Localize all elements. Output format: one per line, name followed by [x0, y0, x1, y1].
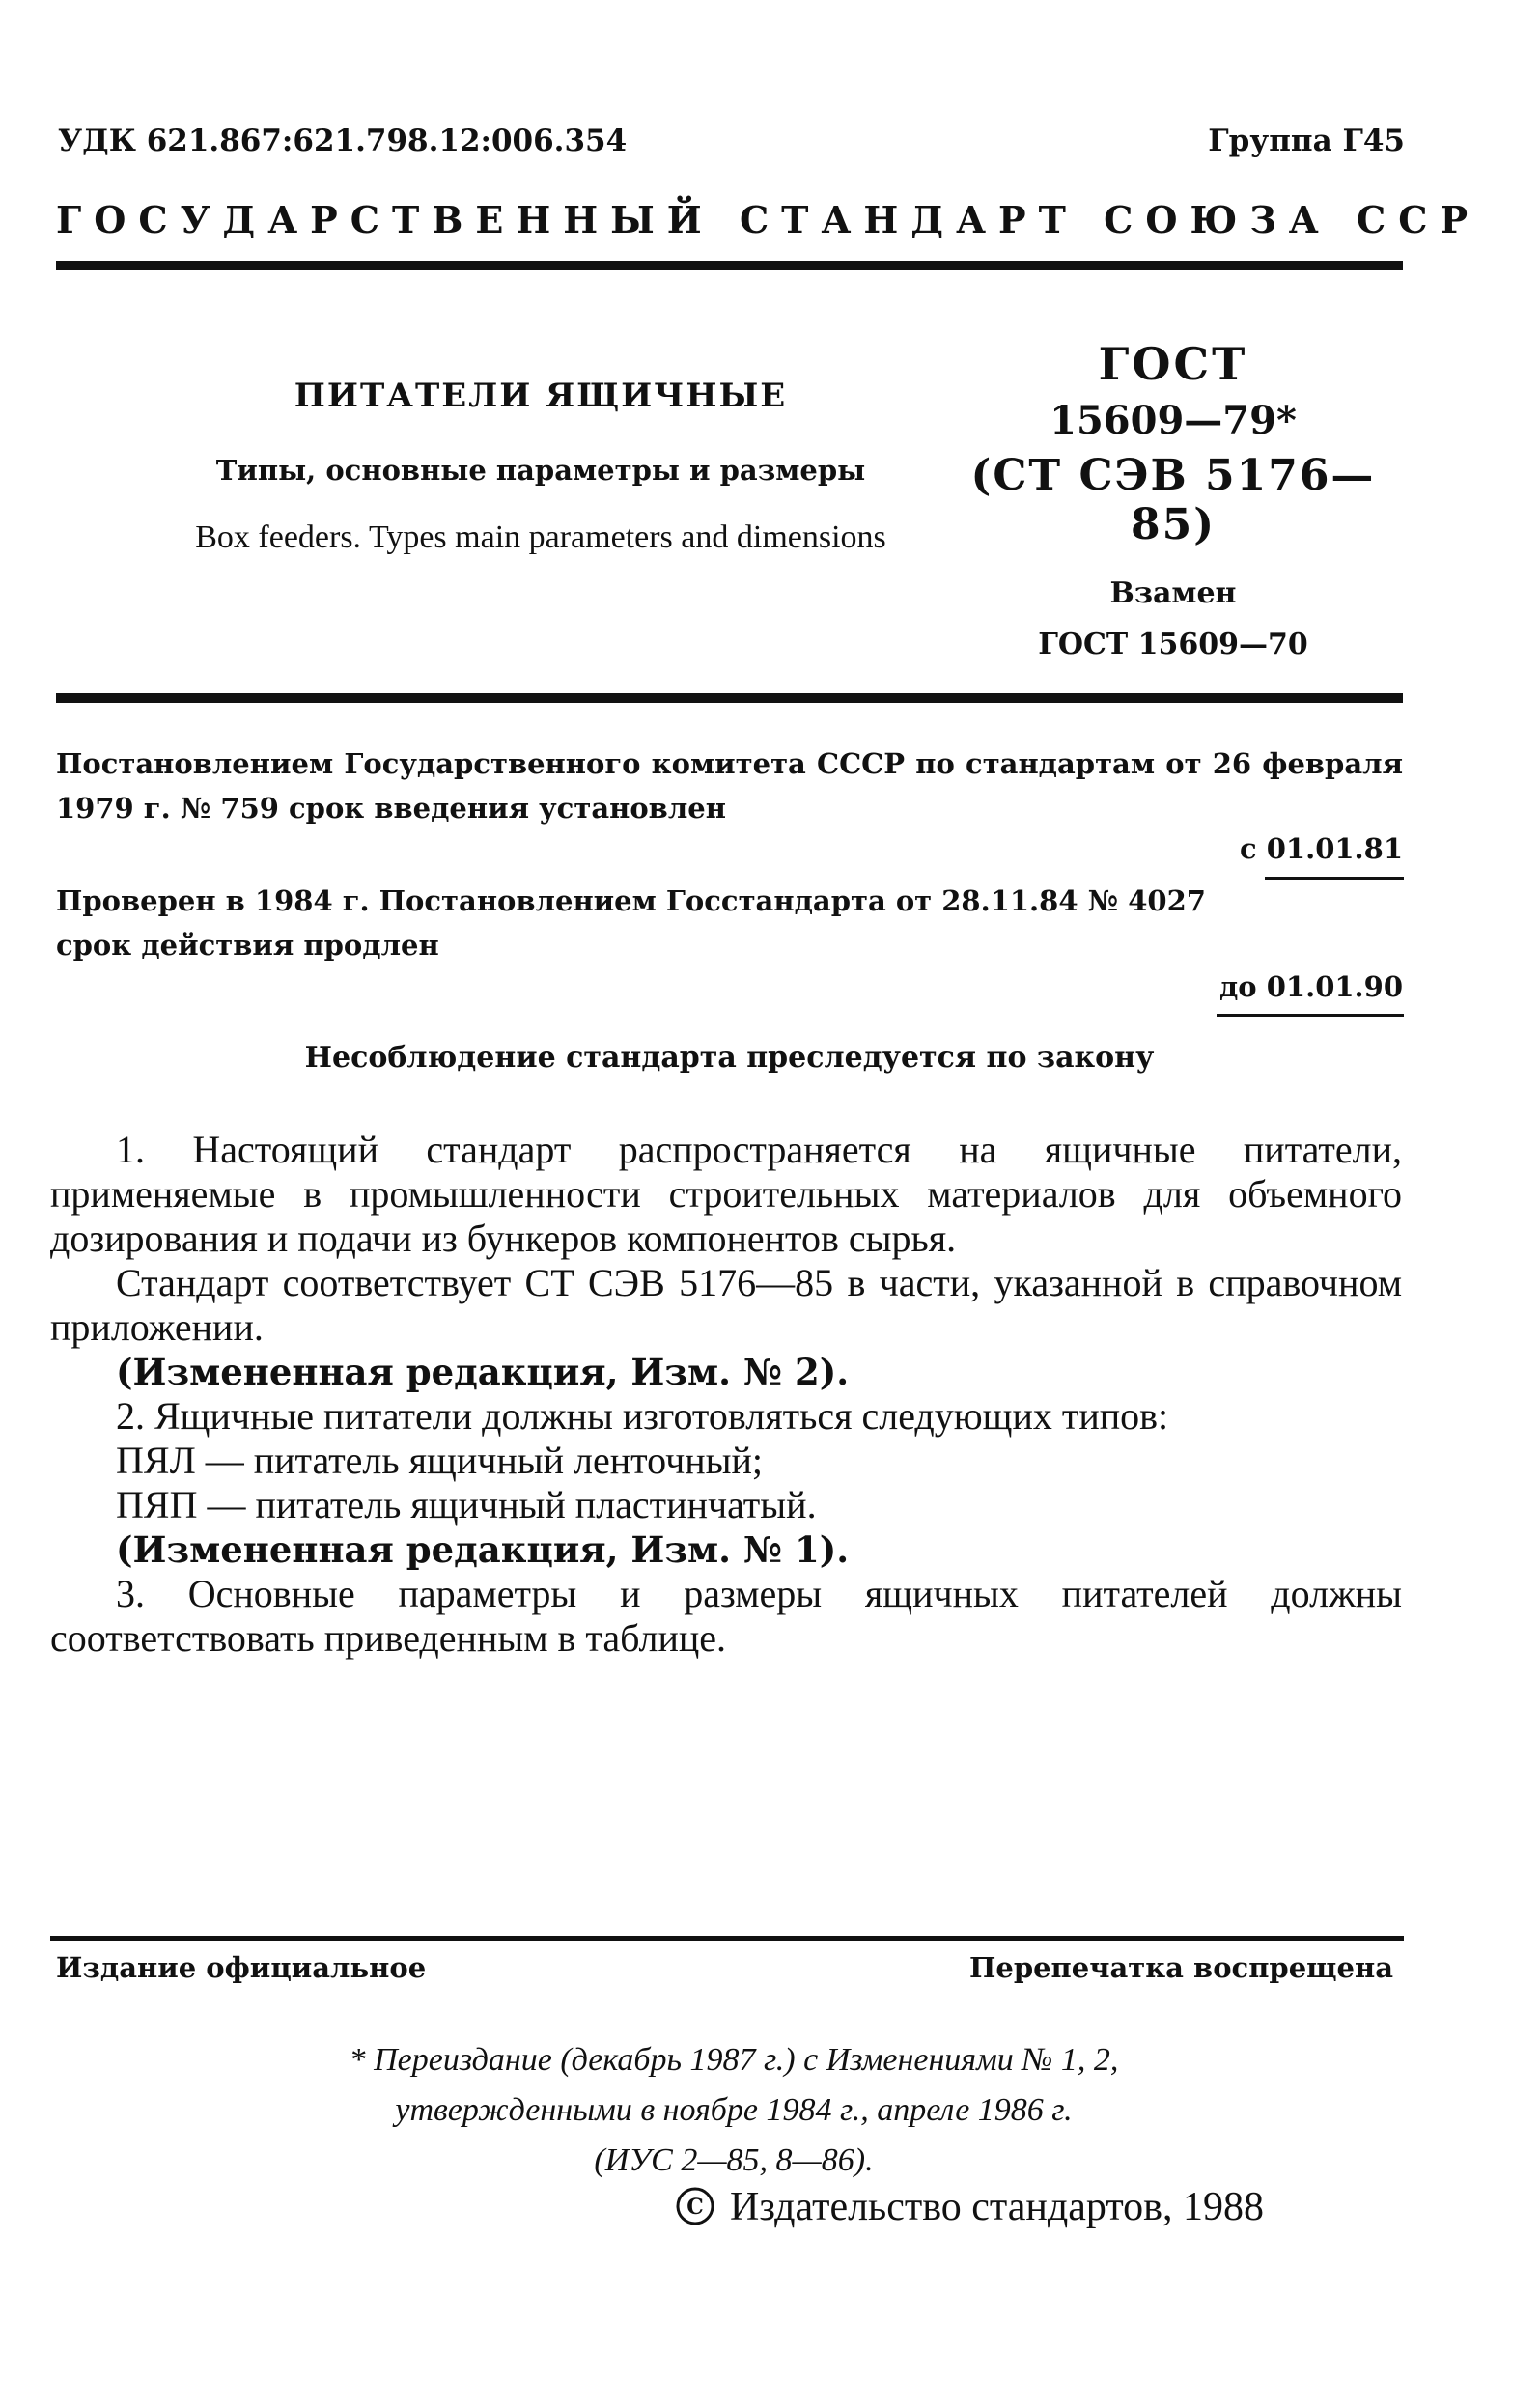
type-pyal: ПЯЛ — питатель ящичный ленточный;	[116, 1439, 763, 1482]
footnote-line-3: (ИУС 2—85, 8—86).	[594, 2142, 874, 2178]
footnote-line-1: * Переиздание (декабрь 1987 г.) с Изменениями № 1, 2,	[349, 2042, 1119, 2078]
official-edition: Издание официальное	[56, 1951, 427, 1984]
middle-divider	[56, 693, 1403, 703]
svg-text:C: C	[686, 2195, 704, 2220]
state-standard-heading: ГОСУДАРСТВЕННЫЙ СТАНДАРТ СОЮЗА ССР	[56, 198, 1481, 241]
replaced-standard: ГОСТ 15609—70	[1038, 628, 1308, 661]
top-divider	[56, 261, 1403, 270]
paragraph-4: 3. Основные параметры и размеры ящичных питателей должны соответствовать приведенным в таблице.	[50, 1572, 1402, 1660]
gost-number: 15609—79*	[1050, 398, 1297, 443]
publisher-line	[676, 2184, 1264, 2230]
law-warning: Несоблюдение стандарта преследуется по закону	[304, 1041, 1155, 1075]
no-reprint-notice: Перепечатка воспрещена	[968, 1951, 1393, 1984]
udk-code: УДК 621.867:621.798.12:006.354	[58, 124, 628, 158]
type-pyap: ПЯП — питатель ящичный пластинчатый.	[116, 1483, 817, 1526]
paragraph-3: 2. Ящичные питатели должны изготовляться следующих типов:	[116, 1394, 1169, 1438]
decree-text: Постановлением Государственного комитета СССР по стандартам от 26 февраля 1979 г. № 759 срок введения установлен	[56, 747, 1403, 825]
paragraph-1: 1. Настоящий стандарт распространяется на ящичные питатели, применяемые в промышленности строительных материалов для объемного дозирования и подачи из бункеров компонентов сырья.	[50, 1128, 1402, 1260]
group-code: Группа Г45	[1208, 124, 1405, 158]
english-title: Box feeders. Types main parameters and dimensions	[195, 519, 886, 555]
body-text	[50, 1128, 1402, 1661]
title-block	[174, 377, 908, 556]
checked-text: Проверен в 1984 г. Постановлением Госстандарта от 28.11.84 № 4027 срок действия продлен	[56, 884, 1206, 962]
date-underline	[1265, 877, 1404, 880]
date-introduced: с 01.01.81	[1239, 832, 1403, 865]
reissue-footnote	[212, 2035, 1255, 2186]
date-extended-underline	[1217, 1014, 1404, 1017]
amendment-note-2: (Измененная редакция, Изм. № 2).	[116, 1351, 850, 1393]
publisher-name: Издательство стандартов, 1988	[730, 2185, 1264, 2229]
document-subtitle: Типы, основные параметры и размеры	[215, 454, 866, 487]
copyright-icon	[676, 2187, 714, 2225]
date-extended: до 01.01.90	[1218, 970, 1403, 1003]
footer-divider	[50, 1936, 1404, 1941]
footnote-line-2: утвержденными в ноябре 1984 г., апреле 1986 г.	[395, 2092, 1073, 2128]
gost-label: ГОСТ	[1098, 338, 1248, 390]
amendment-note-1: (Измененная редакция, Изм. № 1).	[116, 1528, 850, 1571]
document-title: ПИТАТЕЛИ ЯЩИЧНЫЕ	[294, 377, 788, 415]
gost-block	[946, 338, 1400, 661]
instead-label: Взамен	[1109, 576, 1237, 610]
paragraph-2: Стандарт соответствует СТ СЭВ 5176—85 в части, указанной в справочном приложении.	[50, 1261, 1402, 1349]
sev-number: (СТ СЭВ 5176—85)	[970, 451, 1376, 549]
